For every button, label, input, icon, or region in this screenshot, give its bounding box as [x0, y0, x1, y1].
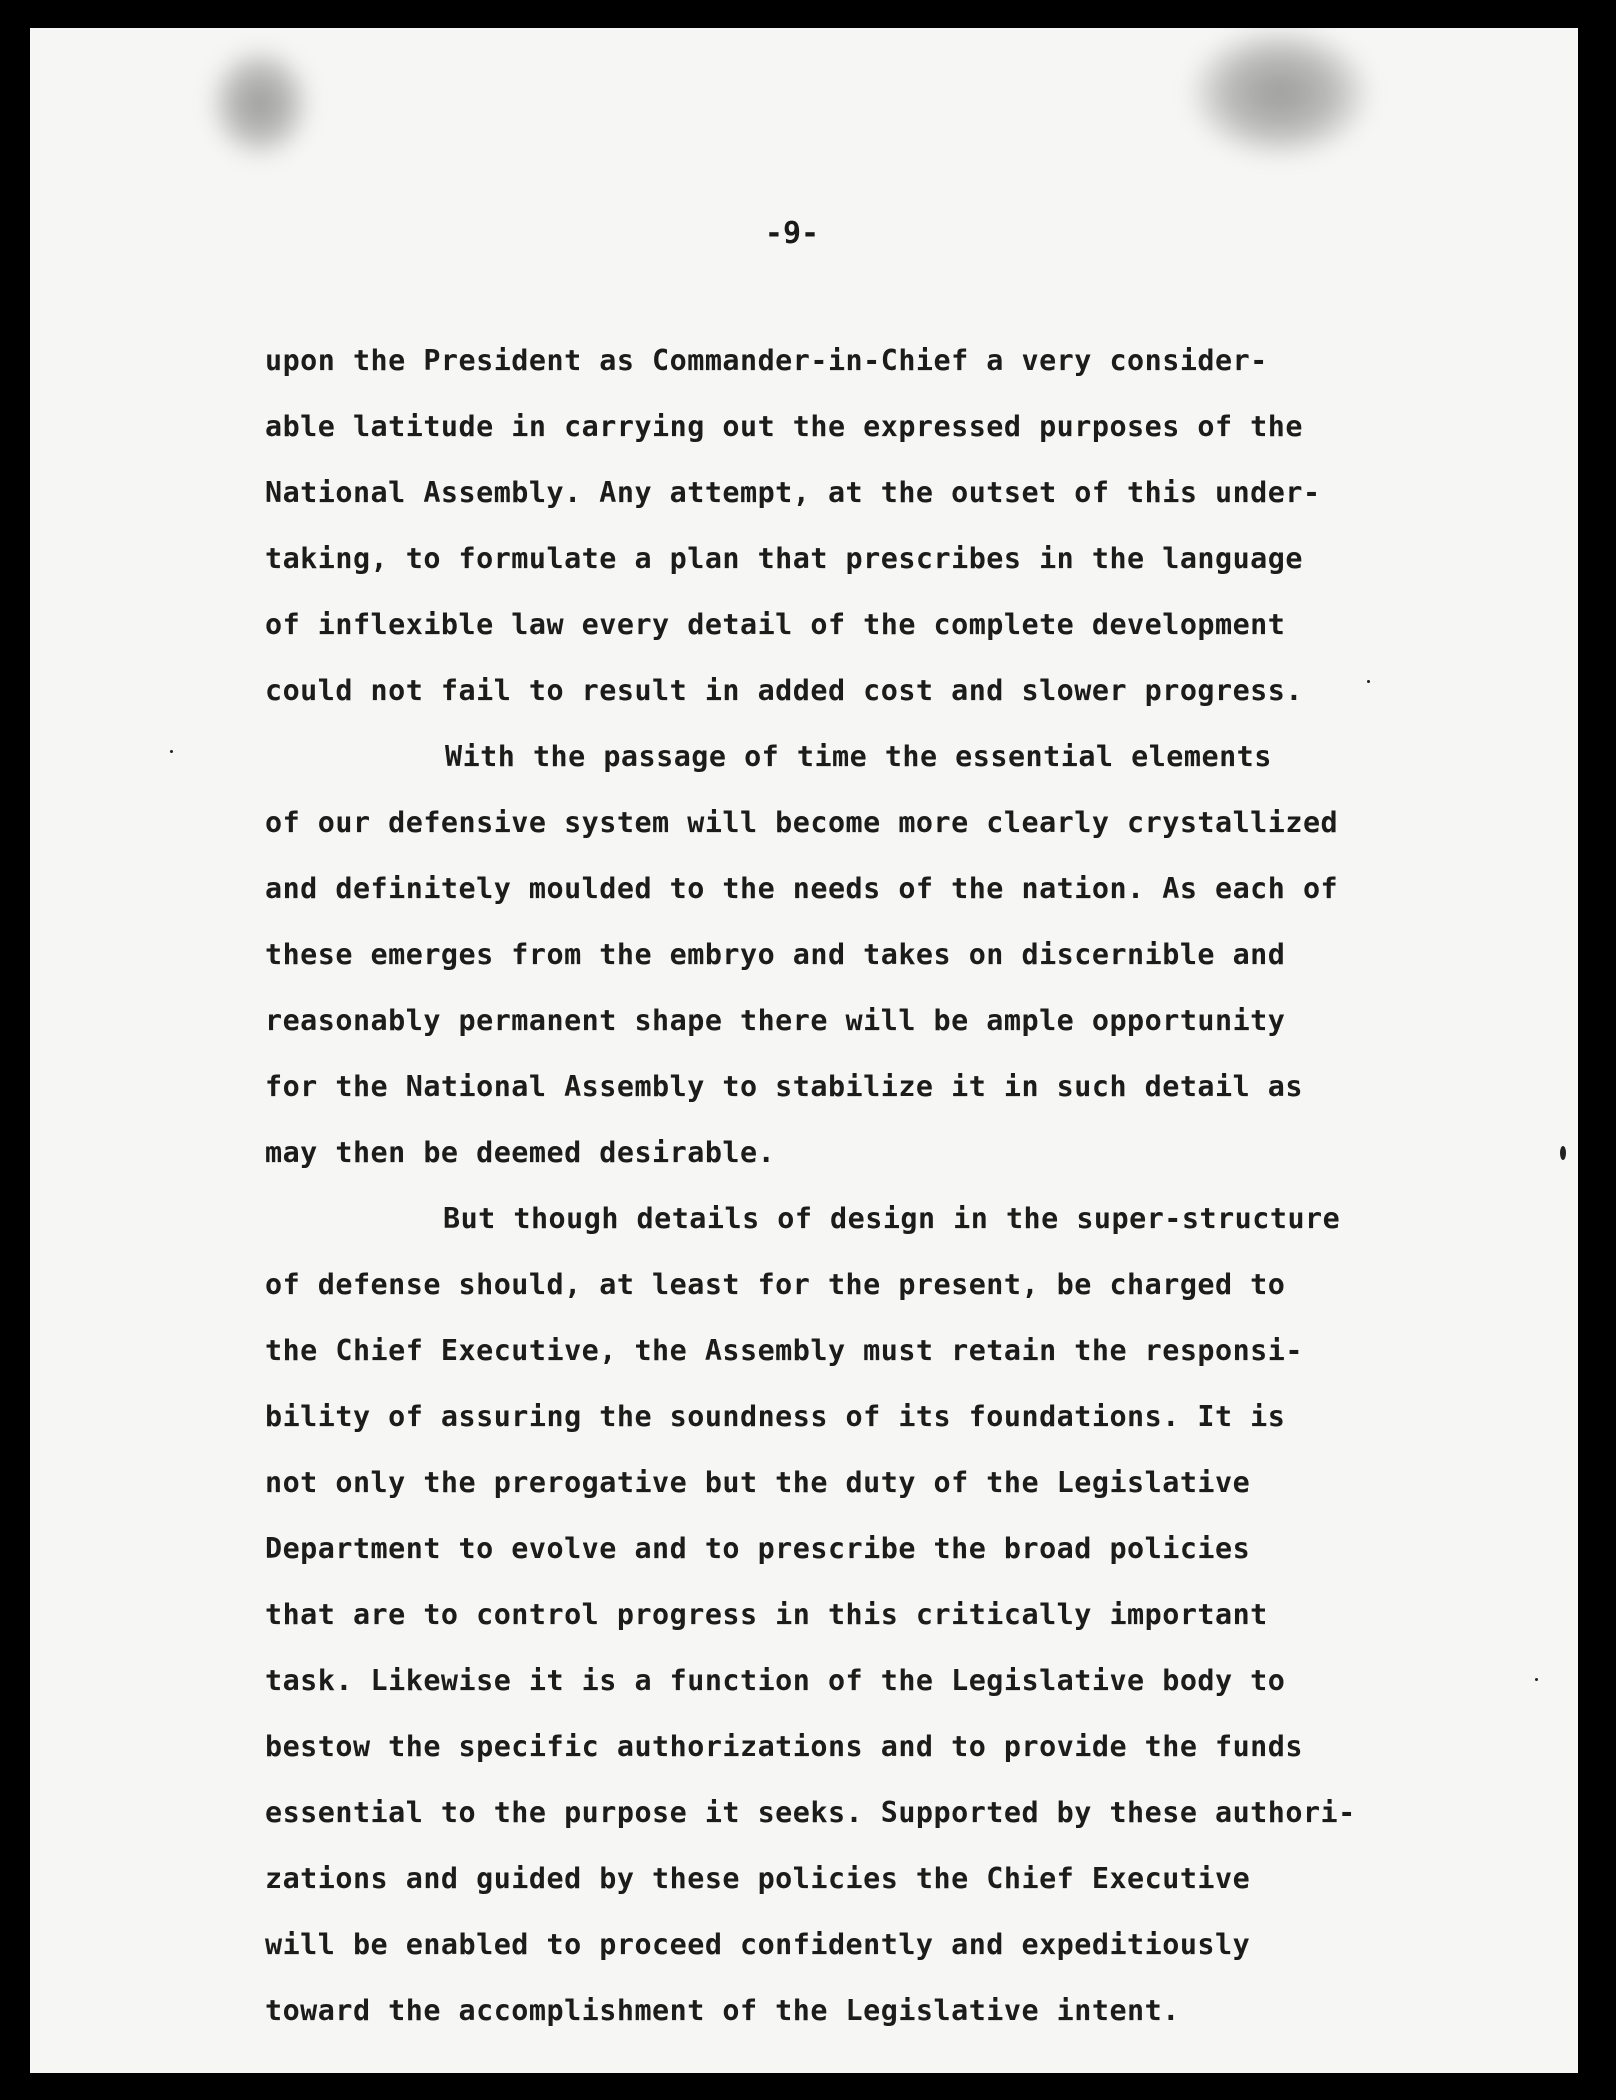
- ink-smudge-right: [1190, 28, 1370, 158]
- text-line: Department to evolve and to prescribe the broad policies: [265, 1532, 1251, 1565]
- text-line: upon the President as Commander-in-Chief a very consider-: [265, 344, 1268, 377]
- text-line: may then be deemed desirable.: [265, 1136, 776, 1169]
- text-line: for the National Assembly to stabilize it in such detail as: [265, 1070, 1303, 1103]
- text-line: could not fail to result in added cost and slower progress.: [265, 674, 1303, 707]
- text-line: not only the prerogative but the duty of the Legislative: [265, 1466, 1251, 1499]
- text-line: of inflexible law every detail of the complete development: [265, 608, 1286, 641]
- text-line: reasonably permanent shape there will be ample opportunity: [265, 1004, 1286, 1037]
- body-text: [265, 328, 1515, 2044]
- text-line: National Assembly. Any attempt, at the outset of this under-: [265, 476, 1321, 509]
- page-number: -9-: [764, 216, 820, 251]
- text-line: of our defensive system will become more clearly crystallized: [265, 806, 1339, 839]
- text-line: these emerges from the embryo and takes on discernible and: [265, 938, 1286, 971]
- text-line: that are to control progress in this critically important: [265, 1598, 1268, 1631]
- document-page: [30, 28, 1578, 2073]
- text-line: able latitude in carrying out the expressed purposes of the: [265, 410, 1303, 443]
- ink-speck: [1560, 1146, 1566, 1160]
- text-line: bility of assuring the soundness of its foundations. It is: [265, 1400, 1286, 1433]
- text-line: the Chief Executive, the Assembly must retain the responsi-: [265, 1334, 1303, 1367]
- text-line: bestow the specific authorizations and to provide the funds: [265, 1730, 1303, 1763]
- ink-speck: [1535, 1678, 1538, 1681]
- text-line: task. Likewise it is a function of the Legislative body to: [265, 1664, 1286, 1697]
- text-line: toward the accomplishment of the Legislative intent.: [265, 1994, 1180, 2027]
- ink-speck: [170, 750, 173, 753]
- ink-smudge-left: [210, 48, 310, 158]
- paragraph-start-line: But though details of design in the super-structure: [443, 1202, 1341, 1235]
- text-line: will be enabled to proceed confidently and expeditiously: [265, 1928, 1251, 1961]
- text-line: and definitely moulded to the needs of the nation. As each of: [265, 872, 1339, 905]
- paragraph-start-line: With the passage of time the essential elements: [445, 740, 1272, 773]
- text-line: zations and guided by these policies the Chief Executive: [265, 1862, 1251, 1895]
- text-line: essential to the purpose it seeks. Supported by these authori-: [265, 1796, 1356, 1829]
- text-line: of defense should, at least for the present, be charged to: [265, 1268, 1286, 1301]
- text-line: taking, to formulate a plan that prescribes in the language: [265, 542, 1303, 575]
